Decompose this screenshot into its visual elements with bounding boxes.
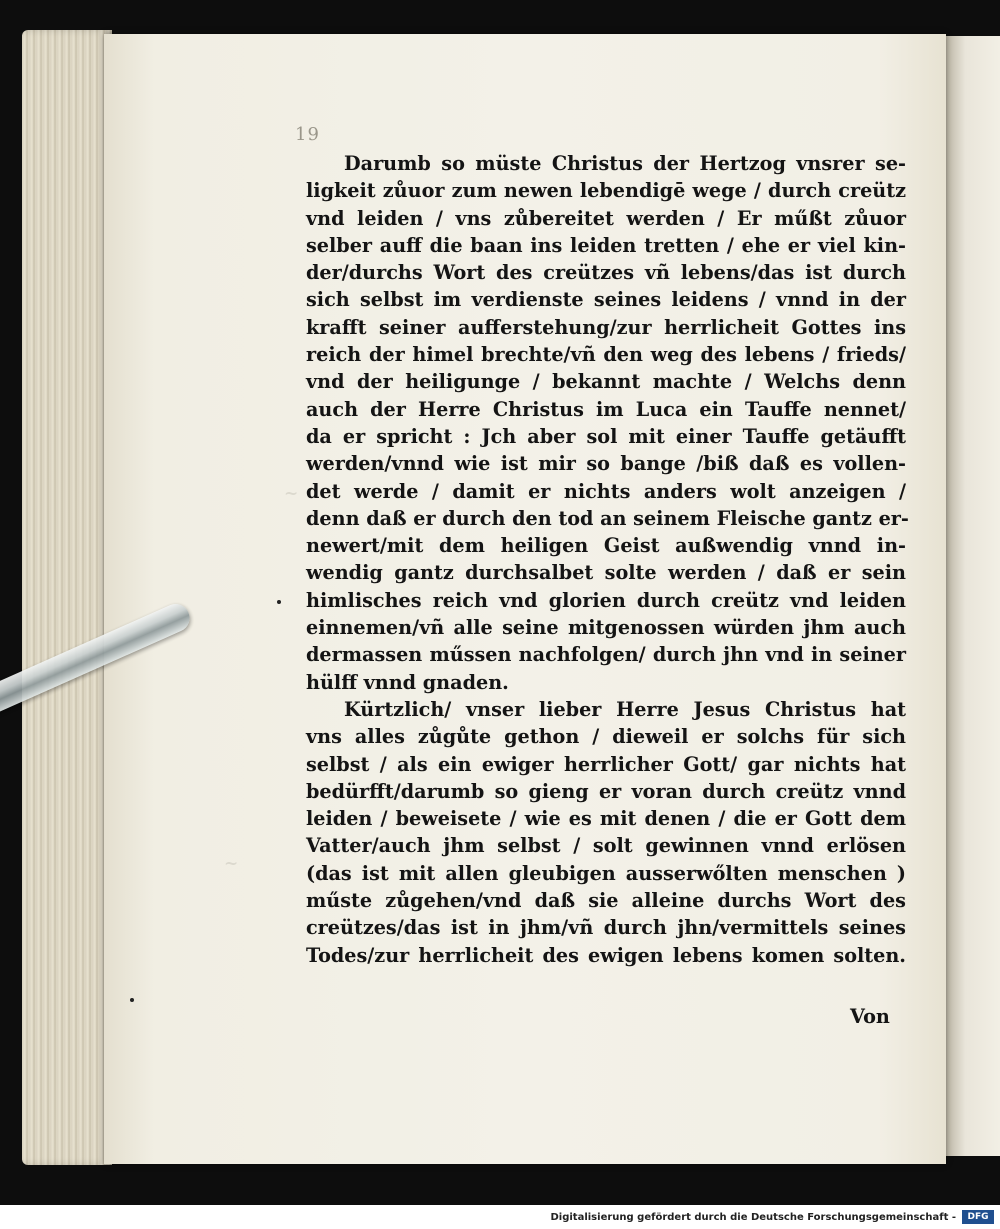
text-line: himlisches reich vnd glorien durch creütz vnd leiden [306,588,906,612]
text-line: hülff vnnd gnaden. [306,670,509,694]
text-line: wendig gantz durchsalbet solte werden / daß er sein [306,561,906,585]
page-number: 19 [295,124,320,145]
facing-page [945,36,1000,1156]
catchword: Von [850,1005,890,1028]
text-line: selbst / als ein ewiger herrlicher Gott/ gar nichts hat [306,752,906,776]
text-line: Todes/zur herrlicheit des ewigen lebens komen solten. [306,943,906,967]
text-line: dermassen műssen nachfolgen/ durch jhn vnd in seiner [306,643,906,667]
bleed-through: ~ [224,854,239,874]
ink-dot [130,998,134,1002]
body-text [306,150,909,969]
text-line: werden/vnnd wie ist mir so bange /biß daß es vollen- [306,452,906,476]
text-line: det werde / damit er nichts anders wolt anzeigen / [306,479,906,503]
text-line: Darumb so müste Christus der Hertzog vnsrer se- [344,152,906,175]
footer-credit: Digitalisierung gefördert durch die Deutsche Forschungsgemeinschaft - [550,1212,956,1223]
text-line: bedürfft/darumb so gieng er voran durch creütz vnnd [306,779,906,803]
text-line: da er spricht : Jch aber sol mit einer Tauffe getäufft [306,424,906,448]
ink-dot [277,600,281,604]
text-line: krafft seiner aufferstehung/zur herrlicheit Gottes ins [306,315,906,339]
page-edges [22,30,112,1165]
text-line: auch der Herre Christus im Luca ein Tauffe nennet/ [306,397,906,421]
text-line: vnd leiden / vns zůbereitet werden / Er műßt zůuor [306,206,906,230]
text-line: newert/mit dem heiligen Geist außwendig vnnd in- [306,534,906,558]
dfg-logo: DFG [962,1210,994,1224]
text-line: leiden / beweisete / wie es mit denen / die er Gott dem [306,807,906,831]
text-line: (das ist mit allen gleubigen ausserwőlten menschen ) [306,861,906,885]
text-line: Kürtzlich/ vnser lieber Herre Jesus Christus hat [344,697,906,721]
text-line: vnd der heiligunge / bekannt machte / Welchs denn [306,370,906,394]
text-line: reich der himel brechte/vñ den weg des lebens / frieds/ [306,343,906,367]
text-line: műste zůgehen/vnd daß sie alleine durchs Wort des [306,889,906,913]
text-line: Vatter/auch jhm selbst / solt gewinnen vnnd erlösen [306,834,906,858]
text-line: sich selbst im verdienste seines leidens / vnnd in der [306,288,906,312]
text-line: creützes/das ist in jhm/vñ durch jhn/vermittels seines [306,916,906,940]
text-line: ligkeit zůuor zum newen lebendigē wege / durch creütz [306,179,906,203]
bleed-through: ~ [284,484,299,504]
text-line: der/durchs Wort des creützes vñ lebens/das ist durch [306,261,906,285]
text-line: einnemen/vñ alle seine mitgenossen würden jhm auch [306,616,906,640]
text-line: vns alles zůgůte gethon / dieweil er solchs für sich [306,725,906,749]
text-line: selber auff die baan ins leiden tretten / ehe er viel kin- [306,233,906,257]
text-line: denn daß er durch den tod an seinem Fleische gantz er- [306,506,909,530]
